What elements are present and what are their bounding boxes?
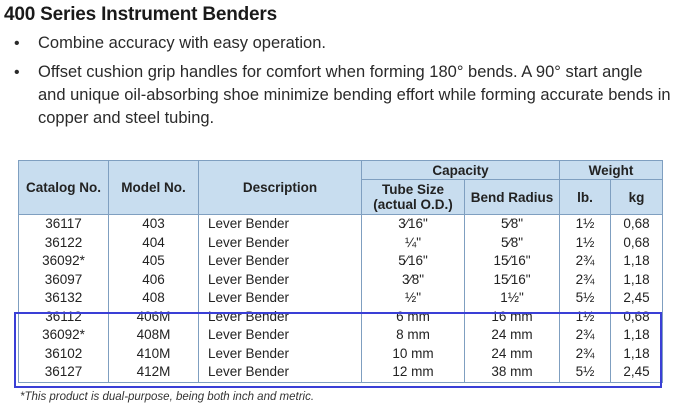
cell-description: Lever Bender — [199, 234, 362, 253]
product-table-wrapper — [18, 160, 662, 383]
cell-description: Lever Bender — [199, 252, 362, 271]
product-table — [18, 160, 663, 383]
cell-description: Lever Bender — [199, 215, 362, 234]
table-row — [19, 326, 663, 345]
cell-kg: 0,68 — [611, 234, 663, 253]
header-catalog: Catalog No. — [19, 161, 109, 215]
cell-kg: 0,68 — [611, 308, 663, 327]
cell-bend-radius: 15⁄16" — [465, 271, 560, 290]
cell-kg: 1,18 — [611, 345, 663, 364]
table-row — [19, 289, 663, 308]
cell-model: 403 — [109, 215, 199, 234]
cell-lb: 5½ — [560, 289, 611, 308]
table-row — [19, 363, 663, 382]
cell-bend-radius: 5⁄8" — [465, 215, 560, 234]
cell-model: 408M — [109, 326, 199, 345]
cell-lb: 5½ — [560, 363, 611, 382]
cell-bend-radius: 5⁄8" — [465, 234, 560, 253]
table-row — [19, 234, 663, 253]
table-row — [19, 252, 663, 271]
table-row — [19, 215, 663, 234]
table-row — [19, 345, 663, 364]
cell-description: Lever Bender — [199, 271, 362, 290]
table-row — [19, 308, 663, 327]
cell-lb: 2¾ — [560, 252, 611, 271]
cell-tube-size: 5⁄16" — [362, 252, 465, 271]
header-weight: Weight — [560, 161, 663, 180]
cell-kg: 2,45 — [611, 289, 663, 308]
feature-item — [14, 32, 674, 55]
footnote: *This product is dual-purpose, being both inch and metric. — [20, 391, 315, 403]
cell-catalog: 36122 — [19, 234, 109, 253]
cell-catalog: 36117 — [19, 215, 109, 234]
header-capacity: Capacity — [362, 161, 560, 180]
feature-text: Combine accuracy with easy operation. — [38, 34, 326, 52]
cell-tube-size: ¼" — [362, 234, 465, 253]
cell-tube-size: 3⁄8" — [362, 271, 465, 290]
cell-lb: 2¾ — [560, 345, 611, 364]
cell-tube-size: 3⁄16" — [362, 215, 465, 234]
cell-model: 408 — [109, 289, 199, 308]
cell-bend-radius: 16 mm — [465, 308, 560, 327]
cell-catalog: 36112 — [19, 308, 109, 327]
cell-catalog: 36097 — [19, 271, 109, 290]
cell-tube-size: 6 mm — [362, 308, 465, 327]
cell-model: 406 — [109, 271, 199, 290]
cell-description: Lever Bender — [199, 326, 362, 345]
table-body — [19, 215, 663, 383]
cell-model: 412M — [109, 363, 199, 382]
header-kg: kg — [611, 180, 663, 215]
cell-model: 410M — [109, 345, 199, 364]
cell-lb: 2¾ — [560, 271, 611, 290]
cell-lb: 1½ — [560, 234, 611, 253]
cell-model: 405 — [109, 252, 199, 271]
cell-catalog: 36092* — [19, 252, 109, 271]
header-lb: lb. — [560, 180, 611, 215]
cell-bend-radius: 15⁄16" — [465, 252, 560, 271]
cell-catalog: 36102 — [19, 345, 109, 364]
feature-list — [14, 32, 674, 130]
cell-kg: 1,18 — [611, 252, 663, 271]
bullet-icon: • — [14, 35, 20, 52]
cell-bend-radius: 24 mm — [465, 345, 560, 364]
feature-text: Offset cushion grip handles for comfort when forming 180° bends. A 90° start angle and unique oil-absorbing shoe minimize bending effort while forming accurate bends in copper and steel tubing. — [38, 63, 671, 127]
cell-catalog: 36132 — [19, 289, 109, 308]
cell-tube-size: 12 mm — [362, 363, 465, 382]
bullet-icon: • — [14, 64, 20, 81]
cell-description: Lever Bender — [199, 308, 362, 327]
cell-description: Lever Bender — [199, 345, 362, 364]
cell-kg: 2,45 — [611, 363, 663, 382]
header-bend-radius: Bend Radius — [465, 180, 560, 215]
table-row — [19, 271, 663, 290]
cell-catalog: 36127 — [19, 363, 109, 382]
cell-bend-radius: 24 mm — [465, 326, 560, 345]
cell-catalog: 36092* — [19, 326, 109, 345]
cell-kg: 1,18 — [611, 326, 663, 345]
feature-item — [14, 61, 674, 130]
header-tube-size: Tube Size (actual O.D.) — [362, 180, 465, 215]
page-title: 400 Series Instrument Benders — [4, 4, 277, 25]
cell-lb: 1½ — [560, 215, 611, 234]
cell-model: 406M — [109, 308, 199, 327]
header-model: Model No. — [109, 161, 199, 215]
cell-description: Lever Bender — [199, 289, 362, 308]
cell-bend-radius: 1½" — [465, 289, 560, 308]
cell-bend-radius: 38 mm — [465, 363, 560, 382]
cell-description: Lever Bender — [199, 363, 362, 382]
cell-model: 404 — [109, 234, 199, 253]
cell-lb: 2¾ — [560, 326, 611, 345]
cell-tube-size: ½" — [362, 289, 465, 308]
cell-kg: 0,68 — [611, 215, 663, 234]
header-description: Description — [199, 161, 362, 215]
cell-lb: 1½ — [560, 308, 611, 327]
cell-tube-size: 8 mm — [362, 326, 465, 345]
cell-tube-size: 10 mm — [362, 345, 465, 364]
cell-kg: 1,18 — [611, 271, 663, 290]
